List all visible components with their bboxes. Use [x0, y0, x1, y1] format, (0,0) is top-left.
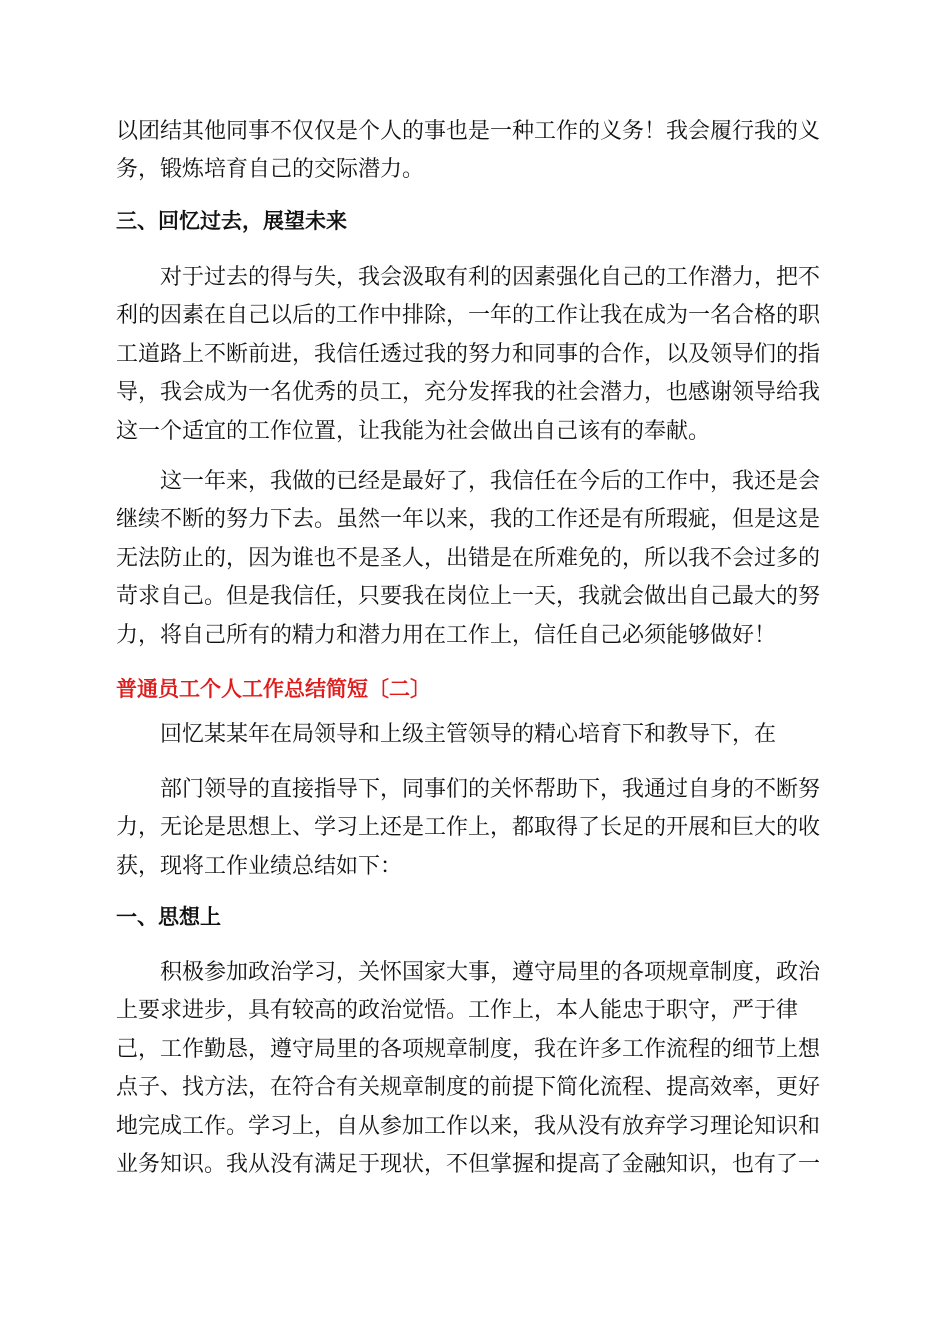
text-line: 力，无论是思想上、学习上还是工作上，都取得了长足的开展和巨大的收: [116, 815, 821, 841]
text-line: 苛求自己。但是我信任，只要我在岗位上一天，我就会做出自己最大的努: [116, 584, 821, 610]
text-line: 业务知识。我从没有满足于现状，不但掌握和提高了金融知识，也有了一: [116, 1151, 821, 1177]
text-line: 对于过去的得与失，我会汲取有利的因素强化自己的工作潜力，把不: [160, 265, 821, 290]
paragraph-past-gains: [116, 259, 836, 451]
text-line: 回忆某某年在局领导和上级主管领导的精心培育下和教导下，在: [160, 722, 777, 747]
text-line: 地完成工作。学习上，自从参加工作以来，我从没有放弃学习理论知识和: [116, 1113, 821, 1139]
text-line: 上要求进步，具有较高的政治觉悟。工作上，本人能忠于职守，严于律: [116, 998, 799, 1024]
paragraph-review-year: [116, 716, 836, 754]
text-line: 以团结其他同事不仅仅是个人的事也是一种工作的义务！我会履行我的义: [116, 119, 821, 144]
text-line: 部门领导的直接指导下，同事们的关怀帮助下，我通过自身的不断努: [160, 777, 821, 802]
text-line: 积极参加政治学习，关怀国家大事，遵守局里的各项规章制度，政治: [160, 960, 821, 985]
text-line: 这一个适宜的工作位置，让我能为社会做出自己该有的奉献。: [116, 418, 711, 444]
section-heading-thought: 一、思想上: [116, 905, 221, 929]
text-line: 利的因素在自己以后的工作中排除，一年的工作让我在成为一名合格的职: [116, 303, 821, 329]
paragraph-this-year: [116, 463, 836, 655]
text-line: 导，我会成为一名优秀的员工，充分发挥我的社会潜力，也感谢领导给我: [116, 380, 821, 406]
text-line: 点子、找方法，在符合有关规章制度的前提下简化流程、提高效率，更好: [116, 1075, 821, 1101]
paragraph-department: [116, 771, 836, 886]
text-line: 务，锻炼培育自己的交际潜力。: [116, 157, 425, 183]
paragraph-thought: [116, 954, 836, 1184]
text-line: 力，将自己所有的精力和潜力用在工作上，信任自己必须能够做好！: [116, 622, 777, 648]
text-line: 继续不断的努力下去。虽然一年以来，我的工作还是有所瑕疵，但是这是: [116, 507, 821, 533]
text-line: 工道路上不断前进，我信任透过我的努力和同事的合作，以及领导们的指: [116, 341, 821, 367]
text-line: 己，工作勤恳，遵守局里的各项规章制度，我在许多工作流程的细节上想: [116, 1036, 821, 1062]
section-title-part-two: 普通员工个人工作总结简短〔二〕: [116, 677, 431, 701]
section-heading-review-past: 三、回忆过去，展望未来: [116, 209, 347, 233]
text-line: 无法防止的，因为谁也不是圣人，出错是在所难免的，所以我不会过多的: [116, 545, 821, 571]
text-line: 获，现将工作业绩总结如下：: [116, 853, 403, 879]
paragraph-intro: [116, 113, 836, 190]
text-line: 这一年来，我做的已经是最好了，我信任在今后的工作中，我还是会: [160, 469, 821, 494]
